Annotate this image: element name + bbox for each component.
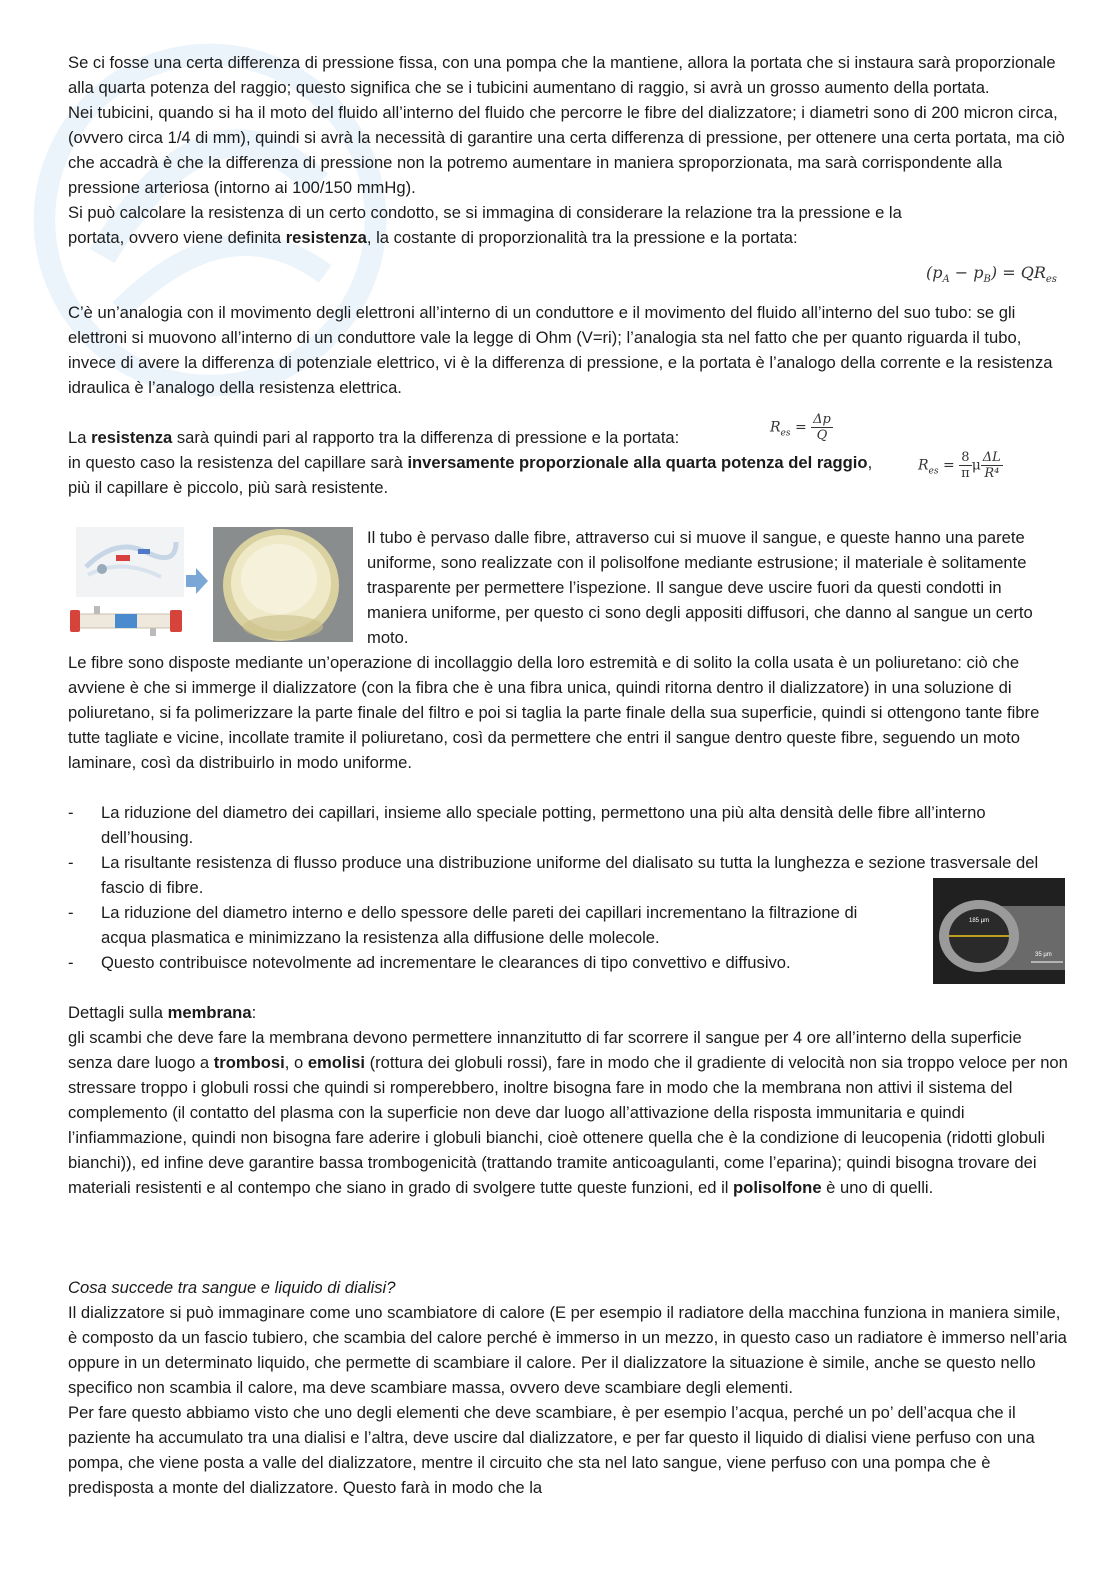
bullet-item: - La risultante resistenza di flusso produce una distribuzione uniforme del dialisato su tutta la lunghezza e sezione trasversale del fascio di fibre. <box>68 850 1048 900</box>
paragraph-7: Il tubo è pervaso dalle fibre, attraverso cui si muove il sangue, e queste hanno una parete uniforme, sono realizzate con il polisolfone mediante estrusione; il materiale è solitamente trasparente per permettere l’ispezione. Il sangue deve uscire fuori da questi condotti in maniera uniforme, per questo ci sono degli appositi diffusori, che danno al sangue un certo moto. <box>367 528 1033 647</box>
paragraph-4: C’è un’analogia con il movimento degli elettroni all’interno di un conduttore e il movimento del fluido all’interno del suo tubo: se gli elettroni si muovono all’interno di un conduttore vale la legge di Ohm (V=ri); l’analogia sta nel fatto che per quanto riguarda il tubo, invece di avere la differenza di potenziale elettrico, vi è la differenza di pressione, e la portata è l’analogo della corrente e la resistenza idraulica è l’analogo della resistenza elettrica. <box>68 303 1053 397</box>
paragraph-8: Le fibre sono disposte mediante un’operazione di incollaggio della loro estremità e di solito la colla usata è un poliuretano: ciò che avviene è che si immerge il dializzatore (con la fibra che è una fibra unica, quindi ritorna dentro il dializzatore) in una soluzione di poliuretano, si fa polimerizzare la parte finale del filtro e poi si taglia la parte finale della sua superficie, quindi si ottengono tante fibre tutte tagliate e vicine, incollate tramite il poliuretano, così da permettere che entri il sangue dentro queste fibre, seguendo un moto laminare, così da distribuirlo in modo uniforme. <box>68 653 1040 772</box>
paragraph-6: in questo caso la resistenza del capillare sarà inversamente proporzionale alla quarta potenza del raggio, più il capillare è piccolo, più sarà resistente. <box>68 453 873 497</box>
inner-diameter-label: 185 µm <box>969 918 990 924</box>
text-block-fibers <box>367 525 1037 650</box>
equation-pressure-resistance: $(p_A - p_B) = QR_{es}$ <box>926 263 1057 286</box>
paragraph-2: Nei tubicini, quando si ha il moto del fluido all’interno del fluido che percorre le fibre del dializzatore; i diametri sono di 200 micron circa, (ovvero circa 1/4 di mm), quindi si avrà la necessità di garantire una certa differenza di pressione, per ottenere una certa portata, ma ciò che accadrà è che la differenza di pressione non la potremo aumentare in maniera sproporzionata, ma sarà corrispondente alla pressione arteriosa (intorno ai 100/150 mmHg). <box>68 103 1065 197</box>
paragraph-5: La resistenza sarà quindi pari al rapporto tra la differenza di pressione e la portata: <box>68 428 680 447</box>
equation-capillary-resistance: $R_{es}$ = $\frac{8}{\pi}$ μ $\frac{\Delta L}{\text{R⁴}}$ <box>918 450 1001 481</box>
arrow-icon <box>186 568 208 594</box>
text-block-top <box>68 50 1068 250</box>
bullet-list <box>68 800 1048 975</box>
paragraph-10: Per fare questo abbiamo visto che uno degli elementi che deve scambiare, è per esempio l’acqua, perché un po’ dell’acqua che il paziente ha accumulato tra una dialisi e l’altra, deve uscire dal dializzatore, e per far questo il liquido di dialisi viene perfuso con una pompa, che viene posta a valle del dializzatore, mentre il circuito che sta nel lato sangue, viene perfuso con una pompa che è predisposta a monte del dializzatore. Questo farà in modo che la <box>68 1403 1035 1497</box>
text-block-analogy <box>68 300 1068 400</box>
text-block-exchange <box>68 1275 1068 1500</box>
bullet-item: - Questo contribuisce notevolmente ad incrementare le clearances di tipo convettivo e diffusivo. <box>68 950 931 975</box>
wall-thickness-label: 35 µm <box>1035 952 1052 958</box>
dialyzer-cartridge-image <box>70 600 182 640</box>
section-question: Cosa succede tra sangue e liquido di dialisi? <box>68 1278 396 1297</box>
paragraph-1: Se ci fosse una certa differenza di pressione fissa, con una pompa che la mantiene, allora la portata che si instaura sarà proporzionale alla quarta potenza del raggio; questo significa che se i tubicini aumentano di raggio, si avrà un grosso aumento della portata. <box>68 53 1056 97</box>
fiber-bundle-photo <box>213 527 353 642</box>
paragraph-9: Il dializzatore si può immaginare come uno scambiatore di calore (E per esempio il radiatore della macchina funziona in maniera simile, è composto da un fascio tubiero, che scambia del calore perché è immerso in un mezzo, in questo caso un radiatore è immerso nell’aria oppure in un determinato liquido, che permette di scambiare il calore. Per il dializzatore la situazione è simile, anche se questo nello specifico non scambia il calore, ma deve scambiare massa, ovvero deve scambiare degli elementi. <box>68 1303 1067 1397</box>
text-block-potting <box>68 650 1068 775</box>
paragraph-membrane: gli scambi che deve fare la membrana devono permettere innanzitutto di far scorrere il sangue per 4 ore all’interno della superficie senza dare luogo a trombosi, o emolisi (rottura dei globuli rossi), fare in modo che il gradiente di velocità non sia troppo veloce per non stressare troppo i globuli rossi che quindi si romperebbero, inoltre bisogna fare in modo che la membrana non attivi il sistema del complemento (il contatto del plasma con la superficie non deve dar luogo all’attivazione della risposta immunitaria e quindi l’infiammazione, quindi non bisogna fare aderire i globuli bianchi, cioè ottenere quella che è la condizione di leucopenia (ridotti globuli bianchi)), ed infine deve garantire bassa trombogenicità (trattando tramite anticoagulanti, come l’eparina); quindi bisogna trovare dei materiali resistenti e al contempo che siano in grado di svolgere tutte queste funzioni, ed il polisolfone è uno di quelli. <box>68 1028 1068 1197</box>
hollow-fiber-sem-image <box>933 878 1065 984</box>
bullet-item: - La riduzione del diametro dei capillari, insieme allo speciale potting, permettono una più alta densità delle fibre all’interno dell’housing. <box>68 800 1048 850</box>
paragraph-3: Si può calcolare la resistenza di un certo condotto, se si immagina di considerare la relazione tra la pressione e la portata, ovvero viene definita resistenza, la costante di proporzionalità tra la pressione e la portata: <box>68 203 902 247</box>
text-block-membrane <box>68 1000 1068 1200</box>
membrane-heading: Dettagli sulla membrana: <box>68 1003 257 1022</box>
bullet-item: - La riduzione del diametro interno e dello spessore delle pareti dei capillari incrementano la filtrazione di acqua plasmatica e minimizzano la resistenza alla diffusione delle molecole. <box>68 900 871 950</box>
dialyzer-lines-image <box>76 527 184 597</box>
equation-resistance-ratio: $R_{es}$ = $\frac{\Delta p}{Q}$ <box>770 412 831 443</box>
